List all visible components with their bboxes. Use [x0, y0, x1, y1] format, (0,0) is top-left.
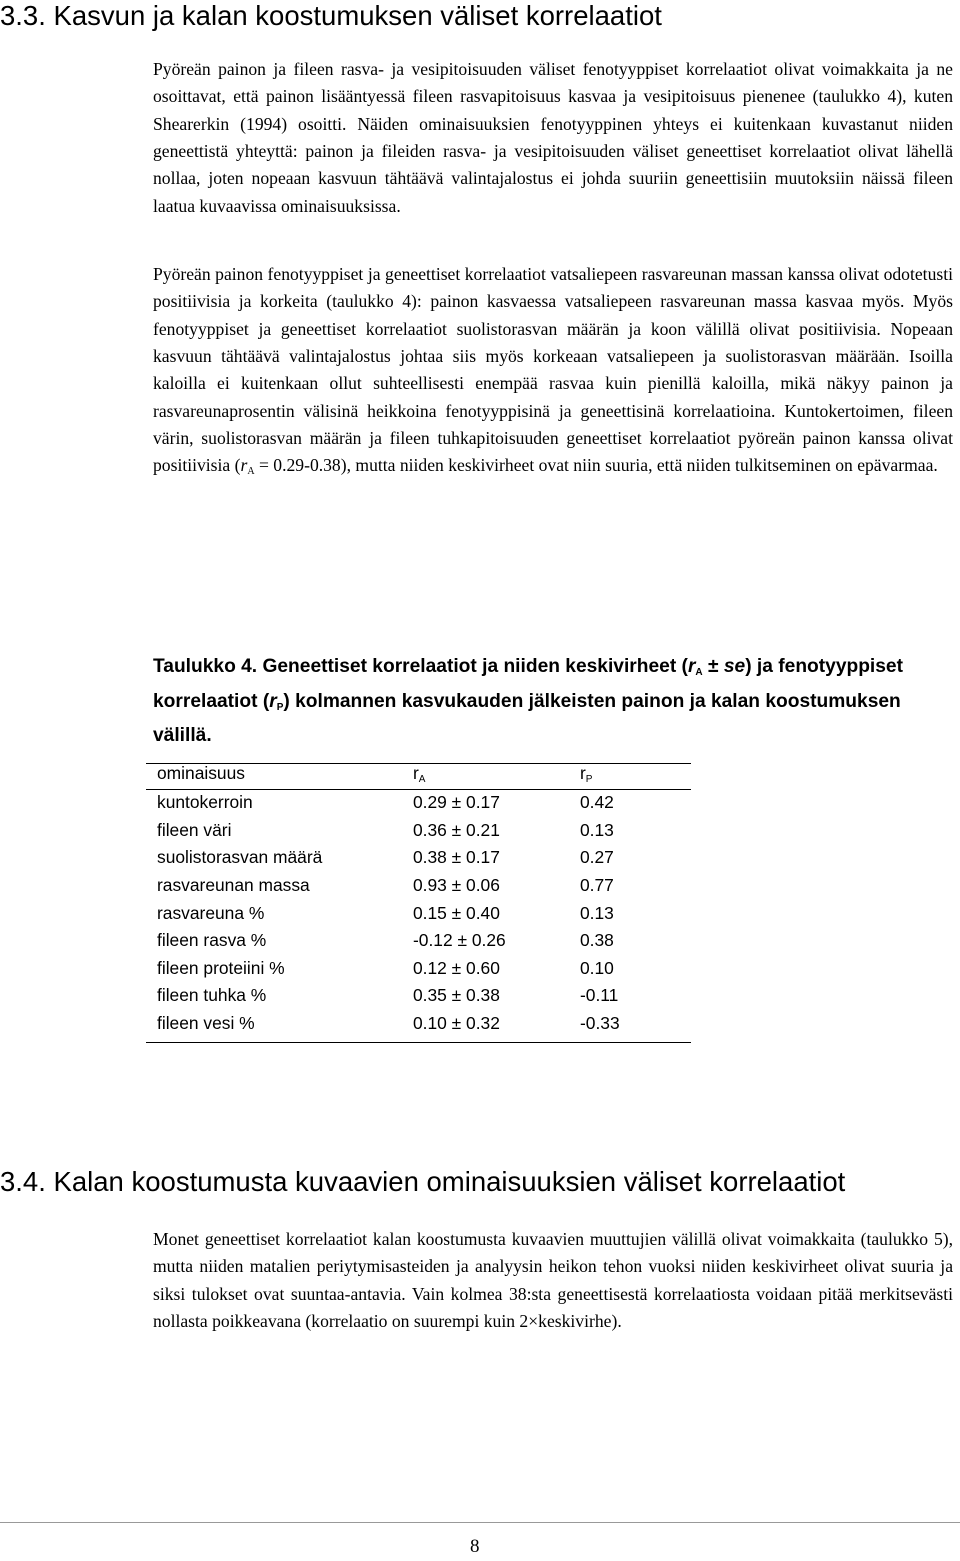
header-rp-sub: P	[585, 774, 593, 785]
table-row	[157, 1010, 700, 1038]
cell-rp: -0.11	[580, 985, 619, 1006]
paragraph-3-4-1-text-a: Monet geneettiset korrelaatiot kalan koostumusta kuvaavien muuttujien välillä olivat voimakkaita (taulukko 5), mutta niiden matalien periytymisasteiden ja analyysin heikon tehon vuoksi niiden keskivirheet olivat suuria ja siksi tulokset ovat suuntaa-antavia. Vain kolmea 38:sta geneettisestä korrelaatiosta voidaan pitää merkitsevästi nollasta poikkeavana (korrelaatio on suurempi kuin 2	[153, 1229, 953, 1332]
cell-trait: fileen tuhka %	[157, 985, 267, 1006]
paragraph-3-3-1: Pyöreän painon ja fileen rasva- ja vesipitoisuuden väliset fenotyyppiset korrelaatiot olivat voimakkaita ja ne osoittavat, että painon lisääntyessä fileen rasvapitoisuus kasvaa ja vesipitoisuus pienenee (taulukko 4), kuten Shearerkin (1994) osoitti. Näiden ominaisuuksien fenotyyppinen yhteys ei kuitenkaan kuvastanut niiden geneettistä yhteyttä: painon ja fileiden rasva- ja vesipitoisuuden väliset geneettiset korrelaatiot olivat lähellä nollaa, joten nopeaan kasvuun tähtäävä valintajalostus ei johda suuriin geneettisiin muutoksiin näissä fileen laatua kuvaavissa ominaisuuksissa.	[153, 59, 953, 216]
caption-r-p: r	[269, 690, 277, 712]
table-row	[157, 789, 700, 817]
paragraph-3-4-1-text-b: keskivirhe).	[538, 1311, 622, 1332]
section-heading-3-4: 3.4. Kalan koostumusta kuvaavien ominaisuuksien väliset korrelaatiot	[0, 1166, 846, 1197]
r-symbol: r	[240, 455, 248, 476]
correlation-table	[157, 763, 700, 1037]
caption-text-c: ) ja fenotyyppiset korrelaatiot (	[153, 656, 903, 712]
cell-trait: rasvareunan massa	[157, 875, 310, 896]
section-heading-3-3: 3.3. Kasvun ja kalan koostumuksen väliset korrelaatiot	[0, 0, 662, 31]
cell-trait: fileen vesi %	[157, 1013, 255, 1034]
cell-rp: 0.13	[580, 902, 614, 923]
footer-rule	[0, 1522, 960, 1523]
caption-sub-p: P	[276, 701, 284, 713]
table-row	[157, 955, 700, 983]
cell-rp: 0.38	[580, 930, 614, 951]
caption-se: se	[723, 656, 746, 677]
caption-text-b: ±	[702, 656, 724, 677]
cell-ra: 0.29 ± 0.17	[413, 792, 500, 813]
cell-ra: 0.38 ± 0.17	[413, 847, 500, 868]
table-row	[157, 899, 700, 927]
table-row	[157, 844, 700, 872]
cell-trait: suolistorasvan määrä	[157, 847, 323, 868]
table-row	[157, 927, 700, 955]
paragraph-3-3-2-text-a: Pyöreän painon fenotyyppiset ja geneettiset korrelaatiot vatsaliepeen rasvareunan massan kanssa olivat odotetusti positiivisia ja korkeita (taulukko 4): painon kasvaessa vatsaliepeen rasvareunan massa kasvaa myös. Myös fenotyyppiset ja geneettiset korrelaatiot suolistorasvan määrän ja koon välillä olivat positiivisia. Nopeaan kasvuun tähtäävä valintajalostus johtaa siis myös korkeaan vatsaliepeen ja suolistorasvan määrään. Isoilla kaloilla ei kuitenkaan ollut suhteellisesti enempää rasvaa kuin pienillä kaloilla, mikä näkyy painon ja rasvareunaprosentin välisinä heikkoina fenotyyppisinä ja geneettisinä korrelaatioina. Kuntokertoimen, fileen värin, suolistorasvan määrän ja fileen tuhkapitoisuuden geneettiset korrelaatiot pyöreän painon kanssa olivat positiivisia (	[153, 264, 953, 476]
cell-rp: 0.77	[580, 875, 614, 896]
cell-trait: rasvareuna %	[157, 902, 265, 923]
header-rp-r: r	[580, 763, 586, 783]
table-bottom-rule	[146, 1042, 691, 1043]
paragraph-3-3-2	[153, 261, 953, 486]
header-ra-sub: A	[418, 774, 426, 785]
page-number: 8	[470, 1536, 480, 1557]
paragraph-3-3-2-text-b: = 0.29-0.38), mutta niiden keskivirheet ovat niin suuria, että niiden tulkitseminen on epävarmaa.	[254, 455, 938, 476]
cell-rp: 0.13	[580, 819, 614, 840]
caption-r-a: r	[687, 656, 696, 677]
cell-rp: 0.27	[580, 847, 614, 868]
header-rp	[580, 763, 700, 789]
paragraph-3-4-1	[153, 1226, 953, 1335]
cell-rp: 0.10	[580, 957, 614, 978]
caption-text-a: Taulukko 4. Geneettiset korrelaatiot ja niiden keskivirheet (	[153, 656, 688, 677]
cell-trait: kuntokerroin	[157, 792, 253, 813]
cell-ra: 0.35 ± 0.38	[413, 985, 500, 1006]
cell-ra: 0.93 ± 0.06	[413, 875, 500, 896]
cell-ra: 0.36 ± 0.21	[413, 819, 500, 840]
cell-ra: -0.12 ± 0.26	[413, 930, 506, 951]
times-symbol: ×	[528, 1311, 539, 1332]
table-row	[157, 872, 700, 900]
cell-trait: fileen proteiini %	[157, 957, 285, 978]
header-ra	[413, 763, 580, 789]
table-row	[157, 982, 700, 1010]
r-subscript: A	[247, 466, 255, 478]
caption-text-d: ) kolmannen kasvukauden jälkeisten painon ja kalan koostumuksen välillä.	[153, 690, 901, 746]
cell-trait: fileen väri	[157, 819, 232, 840]
header-trait: ominaisuus	[157, 763, 245, 783]
caption-sub-a: A	[695, 667, 703, 678]
cell-rp: 0.42	[580, 792, 614, 813]
cell-ra: 0.15 ± 0.40	[413, 902, 500, 923]
cell-trait: fileen rasva %	[157, 930, 267, 951]
table-row	[157, 817, 700, 845]
header-ra-r: r	[413, 763, 419, 783]
table-4-caption	[153, 653, 956, 751]
cell-ra: 0.12 ± 0.60	[413, 957, 500, 978]
table-header-row	[157, 763, 700, 789]
cell-rp: -0.33	[580, 1013, 620, 1034]
cell-ra: 0.10 ± 0.32	[413, 1013, 500, 1034]
